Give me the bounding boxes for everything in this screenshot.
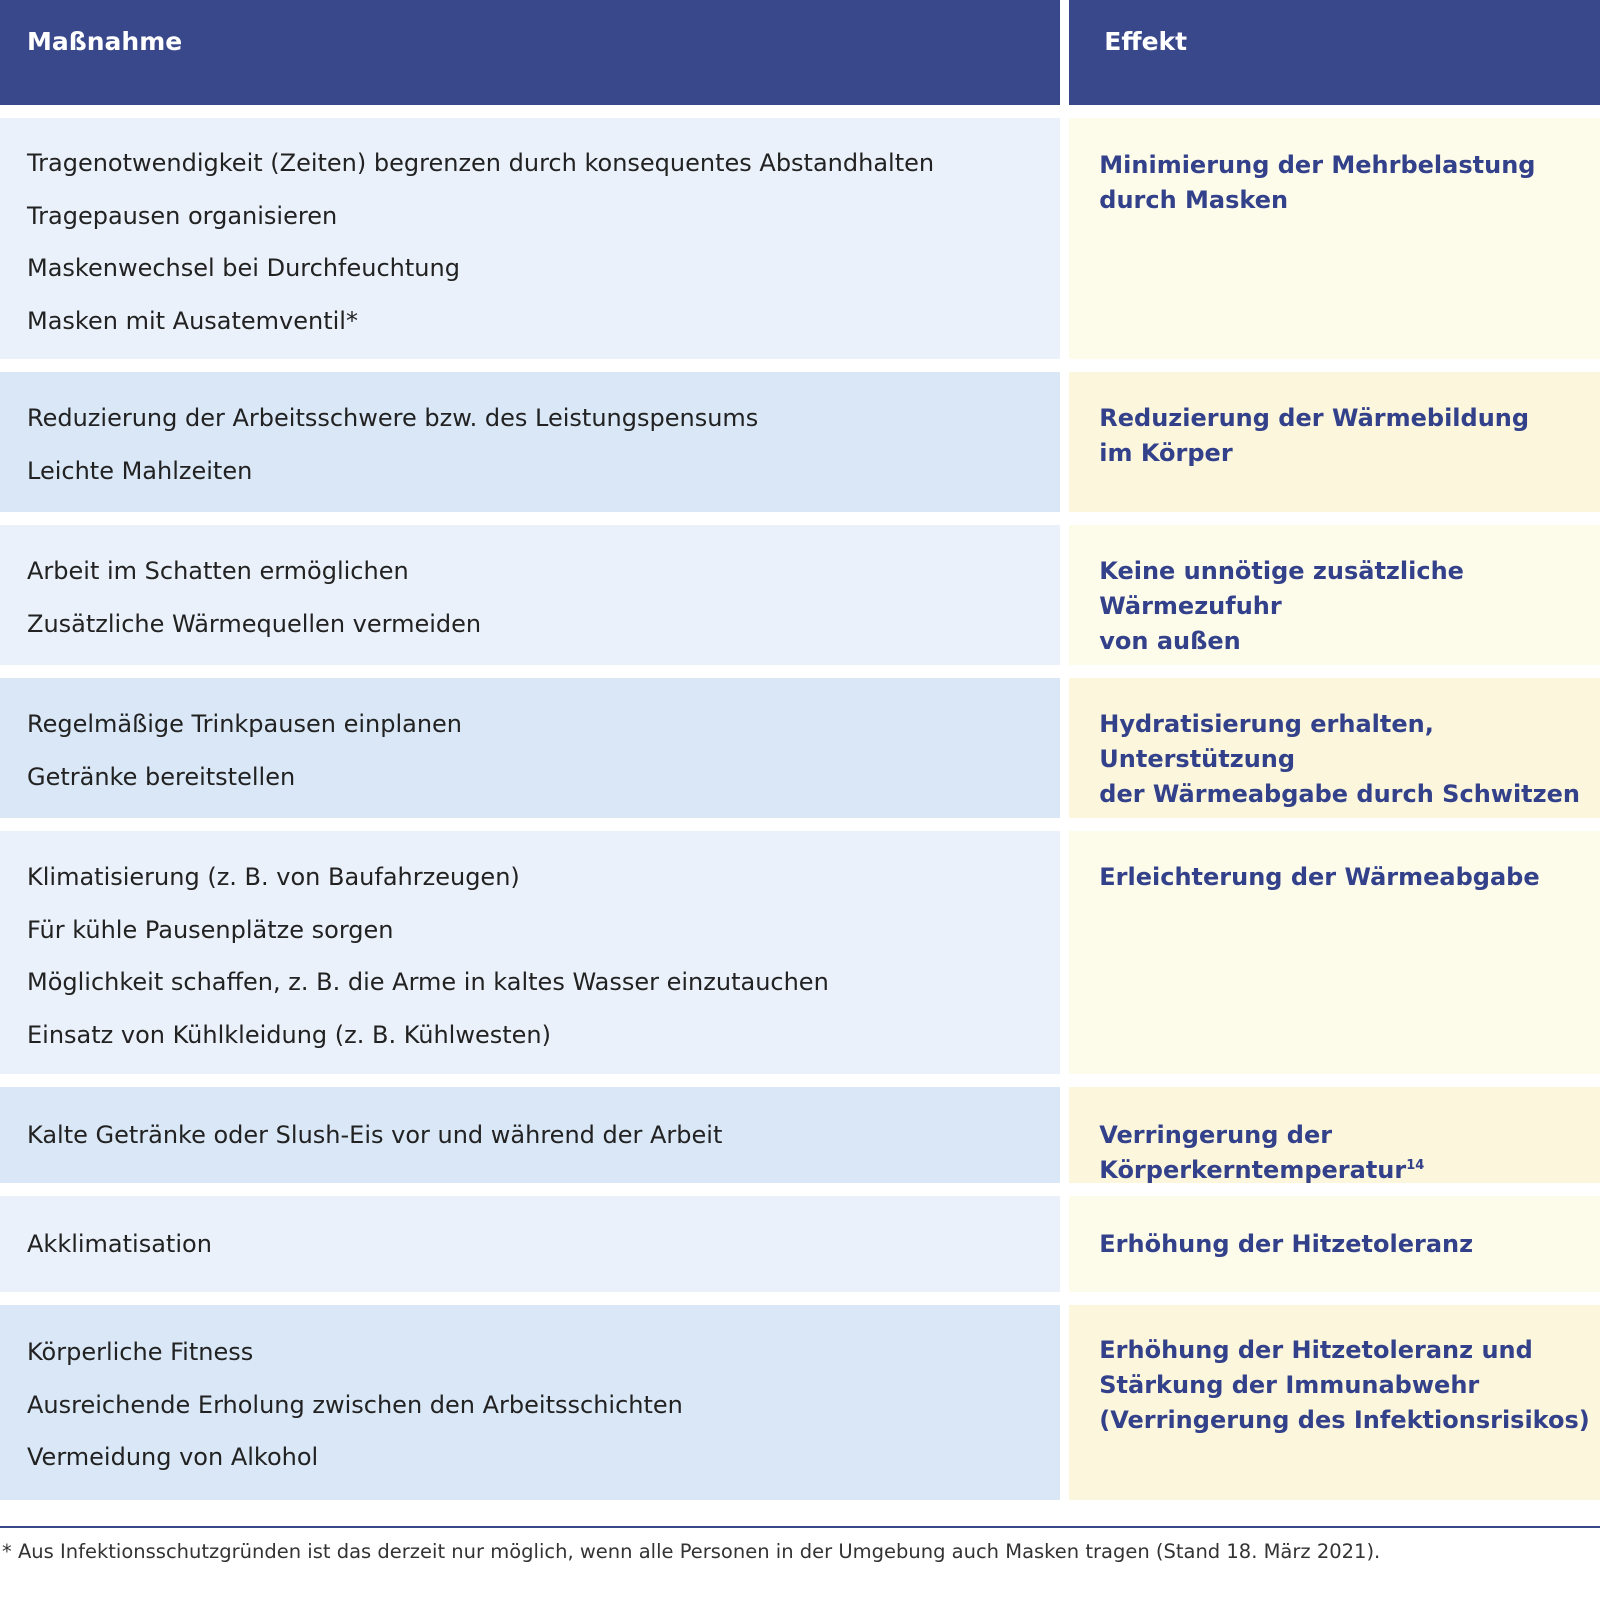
effect-line: Stärkung der Immunabwehr bbox=[1099, 1371, 1480, 1399]
table-row bbox=[0, 1087, 1600, 1183]
measure-item: Einsatz von Kühlkleidung (z. B. Kühlwesten) bbox=[27, 1020, 551, 1049]
effect-line: (Verringerung des Infektionsrisikos) bbox=[1099, 1406, 1590, 1434]
table-row bbox=[0, 525, 1600, 665]
table-row bbox=[0, 118, 1600, 359]
header-effekt: Effekt bbox=[1069, 0, 1600, 105]
effect-line: Minimierung der Mehrbelastung bbox=[1099, 151, 1536, 179]
effect-cell bbox=[1069, 831, 1600, 1074]
measure-item: Vermeidung von Alkohol bbox=[27, 1443, 319, 1471]
footnote-ref: 14 bbox=[1406, 1158, 1425, 1173]
measure-cell bbox=[0, 678, 1060, 818]
effect-cell bbox=[1069, 678, 1600, 818]
measure-item: Für kühle Pausenplätze sorgen bbox=[27, 915, 394, 944]
measure-item: Regelmäßige Trinkpausen einplanen bbox=[27, 710, 463, 738]
effect-cell bbox=[1069, 118, 1600, 359]
effect-cell bbox=[1069, 1087, 1600, 1183]
effect-line: Hydratisierung erhalten, Unterstützung bbox=[1099, 710, 1434, 773]
effect-line: von außen bbox=[1099, 627, 1241, 655]
measure-item: Getränke bereitstellen bbox=[27, 762, 296, 791]
measure-cell bbox=[0, 372, 1060, 512]
effect-cell bbox=[1069, 1305, 1600, 1500]
effect-line: Keine unnötige zusätzliche Wärmezufuhr bbox=[1099, 557, 1464, 620]
measure-item: Tragepausen organisieren bbox=[27, 201, 338, 230]
effect-line: der Wärmeabgabe durch Schwitzen bbox=[1099, 780, 1580, 808]
table-header bbox=[0, 0, 1600, 105]
effect-line: Erhöhung der Hitzetoleranz und bbox=[1099, 1336, 1533, 1364]
effect-line: Reduzierung der Wärmebildung bbox=[1099, 404, 1530, 432]
effect-line: durch Masken bbox=[1099, 186, 1289, 214]
measure-item: Kalte Getränke oder Slush-Eis vor und während der Arbeit bbox=[27, 1121, 723, 1149]
measure-item: Körperliche Fitness bbox=[27, 1338, 254, 1366]
measure-item: Reduzierung der Arbeitsschwere bzw. des Leistungspensums bbox=[27, 404, 759, 432]
table-row bbox=[0, 1196, 1600, 1292]
measure-cell bbox=[0, 1196, 1060, 1292]
footnote: * Aus Infektionsschutzgründen ist das derzeit nur möglich, wenn alle Personen in der Umgebung auch Masken tragen (Stand 18. März 2021). bbox=[2, 1540, 1381, 1563]
measure-item: Ausreichende Erholung zwischen den Arbeitsschichten bbox=[27, 1390, 683, 1419]
measure-item: Leichte Mahlzeiten bbox=[27, 456, 253, 485]
effect-cell bbox=[1069, 372, 1600, 512]
measure-item: Akklimatisation bbox=[27, 1230, 212, 1258]
measure-item: Masken mit Ausatemventil* bbox=[27, 306, 358, 335]
measure-item: Möglichkeit schaffen, z. B. die Arme in kaltes Wasser einzutauchen bbox=[27, 968, 829, 996]
table-row bbox=[0, 831, 1600, 1074]
measure-item: Maskenwechsel bei Durchfeuchtung bbox=[27, 254, 460, 282]
effect-line: Erleichterung der Wärmeabgabe bbox=[1099, 863, 1540, 891]
header-massnahme: Maßnahme bbox=[0, 0, 1060, 105]
measure-cell bbox=[0, 1087, 1060, 1183]
measure-cell bbox=[0, 1305, 1060, 1500]
table-row bbox=[0, 372, 1600, 512]
effect-line: Erhöhung der Hitzetoleranz bbox=[1099, 1230, 1474, 1258]
measure-item: Klimatisierung (z. B. von Baufahrzeugen) bbox=[27, 863, 520, 891]
effect-cell bbox=[1069, 525, 1600, 665]
measure-item: Tragenotwendigkeit (Zeiten) begrenzen durch konsequentes Abstandhalten bbox=[27, 149, 935, 177]
table-row bbox=[0, 678, 1600, 818]
measure-item: Arbeit im Schatten ermöglichen bbox=[27, 557, 409, 585]
table-bottom-rule bbox=[0, 1526, 1600, 1528]
effect-text: Verringerung der Körperkerntemperatur bbox=[1099, 1121, 1407, 1184]
effect-line bbox=[1099, 1118, 1592, 1188]
measure-cell bbox=[0, 118, 1060, 359]
effect-cell bbox=[1069, 1196, 1600, 1292]
table-row bbox=[0, 1305, 1600, 1500]
measure-cell bbox=[0, 525, 1060, 665]
effect-line: im Körper bbox=[1099, 439, 1233, 467]
measure-cell bbox=[0, 831, 1060, 1074]
measure-item: Zusätzliche Wärmequellen vermeiden bbox=[27, 609, 482, 638]
